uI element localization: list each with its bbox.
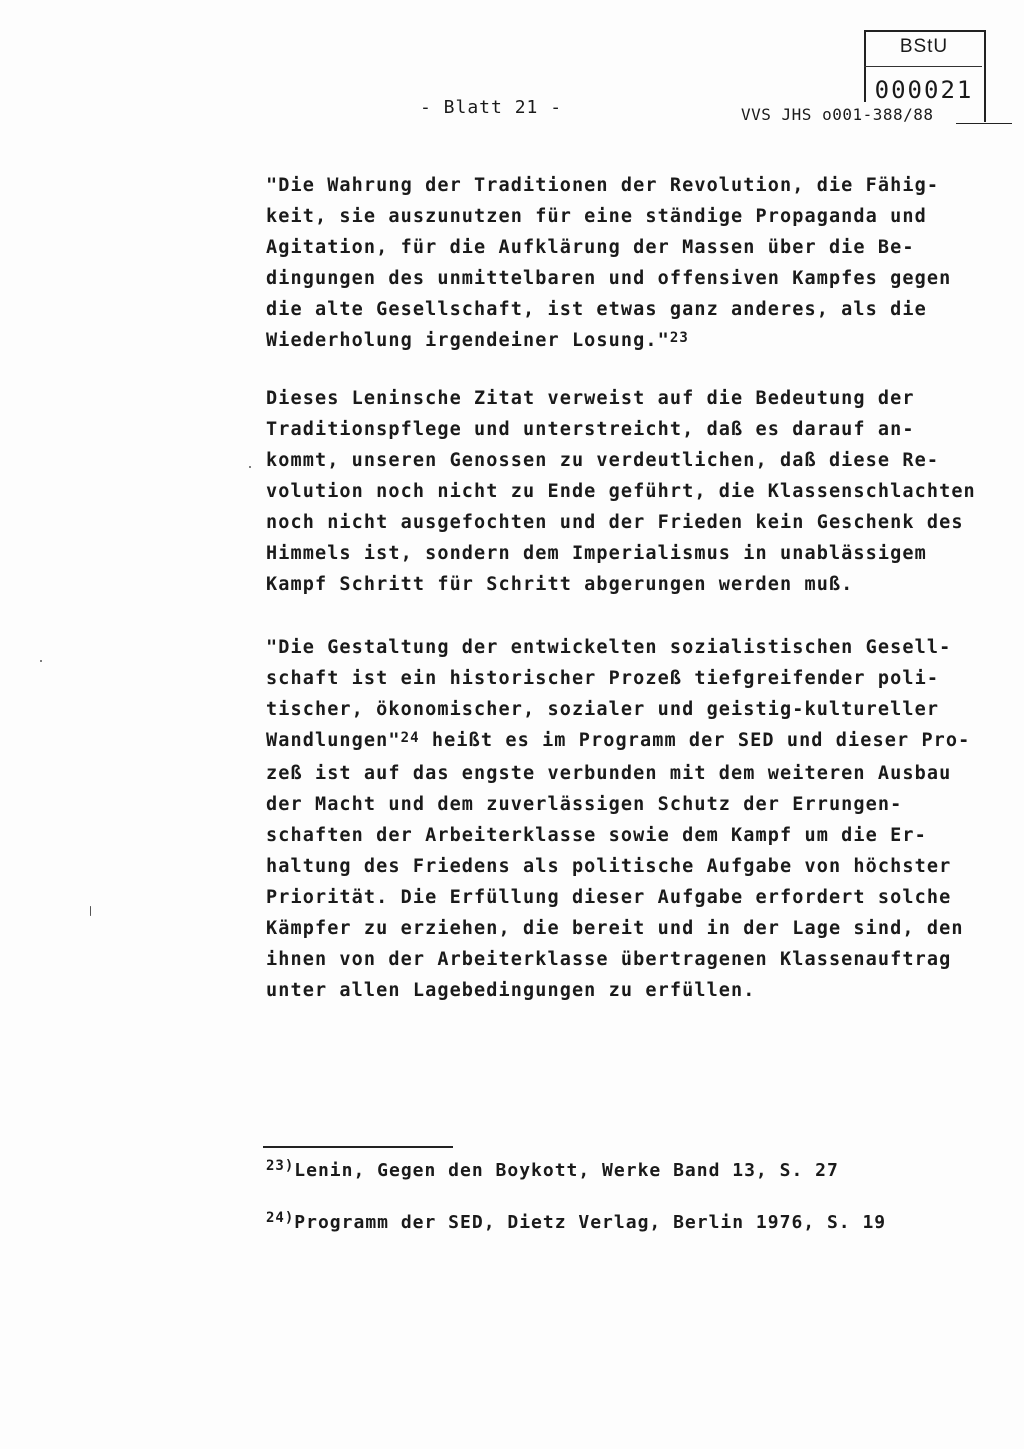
text-line: Agitation, für die Aufklärung der Massen über die Be-: [266, 237, 915, 258]
scan-speck: [90, 906, 91, 916]
footnote-number: 24): [266, 1210, 295, 1226]
footnote-23: [266, 1160, 839, 1181]
text-line: "Die Wahrung der Traditionen der Revolution, die Fähig-: [266, 175, 940, 196]
text-line: schaften der Arbeiterklasse sowie dem Kampf um die Er-: [266, 825, 927, 846]
text-line: die alte Gesellschaft, ist etwas ganz anderes, als die: [266, 299, 927, 320]
text-line: schaft ist ein historischer Prozeß tiefgreifender poli-: [266, 668, 940, 689]
text-line: noch nicht ausgefochten und der Frieden kein Geschenk des: [266, 512, 964, 533]
reference-underline: [956, 123, 1012, 124]
text-line: volution noch nicht zu Ende geführt, die Klassenschlachten: [266, 481, 976, 502]
paragraph-commentary: [266, 383, 986, 600]
text-line-with-footnote: [266, 325, 986, 358]
text-line: unter allen Lagebedingungen zu erfüllen.: [266, 980, 756, 1001]
footnote-text: Programm der SED, Dietz Verlag, Berlin 1976, S. 19: [294, 1212, 887, 1233]
footnote-number: 23): [266, 1158, 295, 1174]
page-label: - Blatt 21 -: [420, 97, 563, 118]
text-line: zeß ist auf das engste verbunden mit dem weiteren Ausbau: [266, 763, 952, 784]
stamp-archive-label: BStU: [899, 36, 949, 57]
scan-speck: [249, 466, 251, 468]
text-line: Traditionspflege und unterstreicht, daß es darauf an-: [266, 419, 915, 440]
footnote-ref: 23: [669, 330, 689, 346]
document-reference: VVS JHS o001-388/88: [741, 105, 934, 124]
text-line: dingungen des unmittelbaren und offensiven Kampfes gegen: [266, 268, 952, 289]
text-line: "Die Gestaltung der entwickelten sozialistischen Gesell-: [266, 637, 952, 658]
text-line: Wiederholung irgendeiner Losung.": [266, 330, 670, 351]
footnote-24: [266, 1212, 886, 1233]
text-line: Kampf Schritt für Schritt abgerungen werden muß.: [266, 574, 854, 595]
text-line: ihnen von der Arbeiterklasse übertragenen Klassenauftrag: [266, 949, 952, 970]
footnote-ref: 24: [400, 730, 420, 746]
stamp-page-number: 000021: [874, 76, 974, 104]
text-line: Priorität. Die Erfüllung dieser Aufgabe erfordert solche: [266, 887, 952, 908]
paragraph-sed-programme: [266, 632, 986, 1006]
text-line: der Macht und dem zuverlässigen Schutz der Errungen-: [266, 794, 903, 815]
text-line: keit, sie auszunutzen für eine ständige Propaganda und: [266, 206, 927, 227]
text-line: Kämpfer zu erziehen, die bereit und in der Lage sind, den: [266, 918, 964, 939]
footnote-text: Lenin, Gegen den Boykott, Werke Band 13, S. 27: [294, 1160, 839, 1181]
text-line: Dieses Leninsche Zitat verweist auf die Bedeutung der: [266, 388, 915, 409]
footnote-separator: [263, 1146, 453, 1148]
text-line: kommt, unseren Genossen zu verdeutlichen, daß diese Re-: [266, 450, 940, 471]
text-line-continuation: heißt es im Programm der SED und dieser Pro-: [419, 730, 971, 751]
paragraph-quote-lenin: [266, 170, 986, 358]
text-line: Wandlungen": [266, 730, 401, 751]
text-line: haltung des Friedens als politische Aufgabe von höchster: [266, 856, 952, 877]
text-line: Himmels ist, sondern dem Imperialismus in unablässigem: [266, 543, 927, 564]
text-line-with-footnote: [266, 725, 986, 758]
text-line: tischer, ökonomischer, sozialer und geistig-kultureller: [266, 699, 940, 720]
scan-speck: [40, 660, 42, 662]
